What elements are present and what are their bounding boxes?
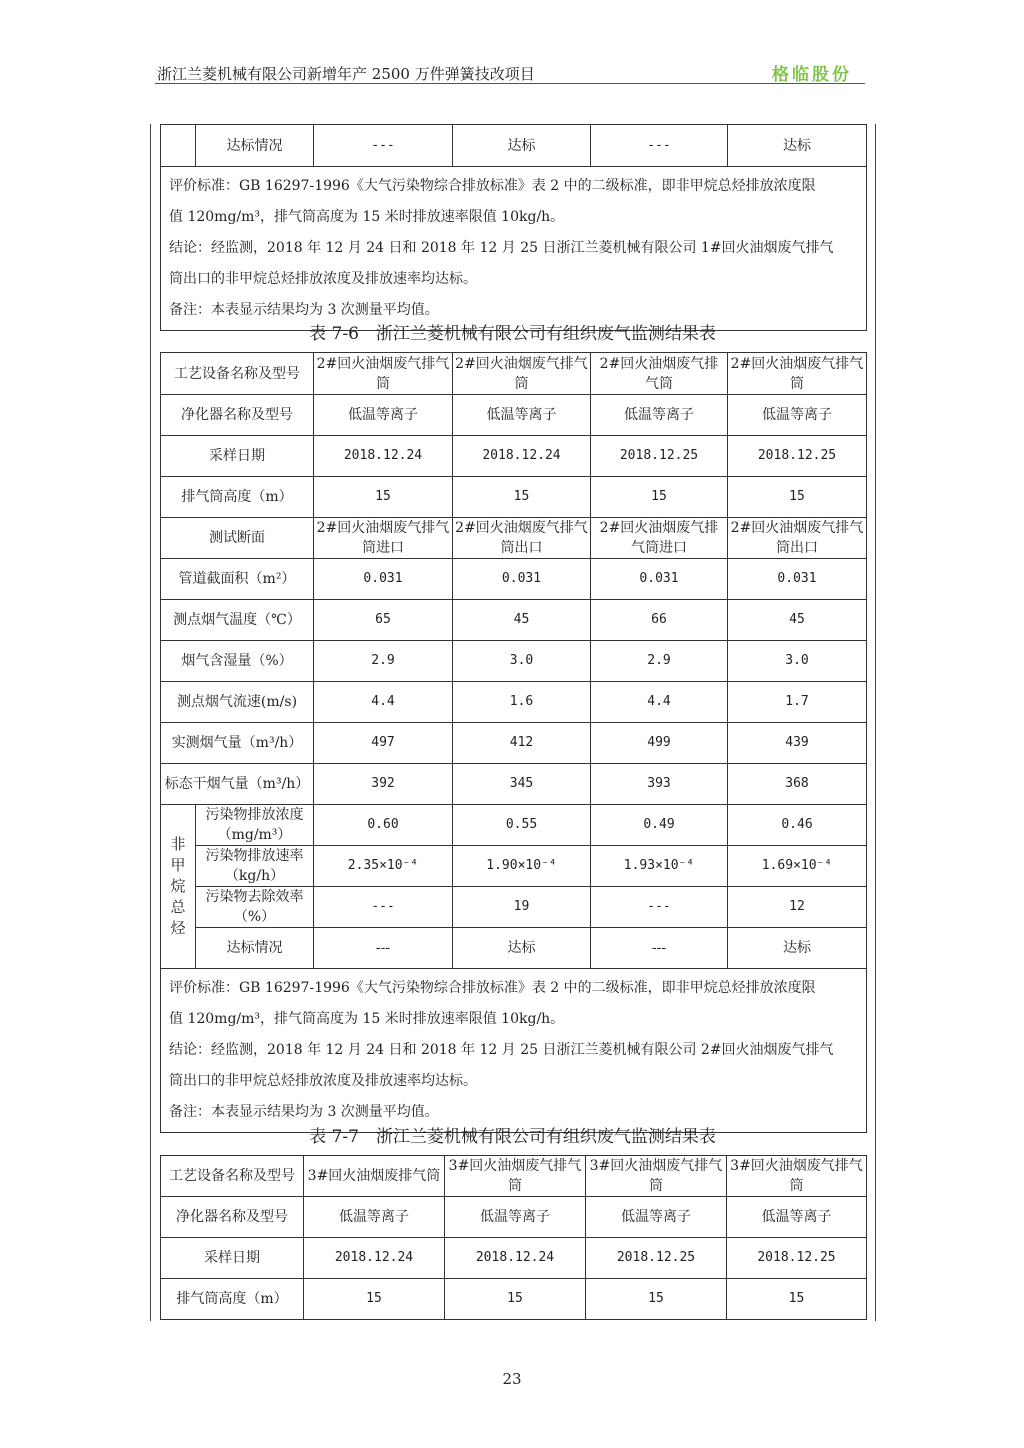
cell-value: 1.7 xyxy=(728,682,867,723)
cell-value: 2018.12.25 xyxy=(586,1238,727,1279)
table-row xyxy=(161,1238,867,1279)
cell-value: 0.60 xyxy=(314,805,453,846)
remark-text: 备注：本表显示结果均为 3 次测量平均值。 xyxy=(169,1104,439,1120)
cell-value: 3#回火油烟废气排气筒 xyxy=(586,1156,727,1197)
conclusion-text: 筒出口的非甲烷总烃排放浓度及排放速率均达标。 xyxy=(169,1073,477,1089)
cell-value: 达标 xyxy=(453,125,591,167)
table-row xyxy=(161,353,867,395)
table-row xyxy=(161,846,867,887)
conclusion-text: 筒出口的非甲烷总烃排放浓度及排放速率均达标。 xyxy=(169,271,477,287)
cell-value: 2#回火油烟废气排气筒 xyxy=(453,353,591,395)
row-label: 管道截面积（m²） xyxy=(161,559,314,600)
table-7-7 xyxy=(160,1155,867,1320)
table-row xyxy=(161,125,867,167)
cell-value: --- xyxy=(314,125,453,167)
cell-value: 2.9 xyxy=(314,641,453,682)
row-label: 测试断面 xyxy=(161,518,314,559)
cell-value: 1.93×10⁻⁴ xyxy=(591,846,728,887)
cell-value: --- xyxy=(591,887,728,928)
cell-value: 393 xyxy=(591,764,728,805)
table-row xyxy=(161,600,867,641)
frame-right-border xyxy=(875,124,876,1321)
cell-value: 2#回火油烟废气排气筒进口 xyxy=(314,518,453,559)
cell-value: 45 xyxy=(453,600,591,641)
table-row xyxy=(161,559,867,600)
cell-value: 15 xyxy=(453,477,591,518)
group-cell-empty xyxy=(161,125,196,167)
header-divider xyxy=(155,83,865,84)
table-row xyxy=(161,1279,867,1320)
cell-value: 0.49 xyxy=(591,805,728,846)
group-label-text: 非 甲 烷 总 烃 xyxy=(170,835,186,937)
cell-value: 2#回火油烟废气排气筒进口 xyxy=(591,518,728,559)
cell-value: --- xyxy=(591,928,728,969)
cell-value: 达标 xyxy=(453,928,591,969)
table-row xyxy=(161,723,867,764)
remark-text: 备注：本表显示结果均为 3 次测量平均值。 xyxy=(169,302,439,318)
cell-value: 1.69×10⁻⁴ xyxy=(728,846,867,887)
cell-value: 15 xyxy=(314,477,453,518)
row-label: 测点烟气流速(m/s) xyxy=(161,682,314,723)
cell-value: 15 xyxy=(728,477,867,518)
conclusion-text: 结论：经监测，2018 年 12 月 24 日和 2018 年 12 月 25 日浙江兰菱机械有限公司 2#回火油烟废气排气 xyxy=(169,1042,834,1058)
standard-text: 评价标准：GB 16297-1996《大气污染物综合排放标准》表 2 中的二级标准，即非甲烷总烃排放浓度限 xyxy=(169,178,816,194)
cell-value: 15 xyxy=(304,1279,445,1320)
cell-value: 0.55 xyxy=(453,805,591,846)
row-label: 烟气含湿量（%） xyxy=(161,641,314,682)
row-label: 排气筒高度（m） xyxy=(161,1279,304,1320)
cell-value: 低温等离子 xyxy=(727,1197,867,1238)
cell-value: 0.46 xyxy=(728,805,867,846)
row-label: 污染物排放速率（kg/h） xyxy=(196,846,314,887)
table-row xyxy=(161,1197,867,1238)
notes-cell xyxy=(161,969,867,1133)
row-label: 污染物排放浓度（mg/m³） xyxy=(196,805,314,846)
cell-value: 低温等离子 xyxy=(453,395,591,436)
table-row xyxy=(161,641,867,682)
cell-value: 2#回火油烟废气排气筒 xyxy=(728,353,867,395)
cell-value: 45 xyxy=(728,600,867,641)
row-label: 排气筒高度（m） xyxy=(161,477,314,518)
standard-text: 值 120mg/m³，排气筒高度为 15 米时排放速率限值 10kg/h。 xyxy=(169,1011,565,1027)
row-label: 实测烟气量（m³/h） xyxy=(161,723,314,764)
row-label: 采样日期 xyxy=(161,1238,304,1279)
cell-value: 2018.12.24 xyxy=(304,1238,445,1279)
company-logo: 格临股份 xyxy=(772,65,852,85)
cell-value: 497 xyxy=(314,723,453,764)
row-label: 工艺设备名称及型号 xyxy=(161,353,314,395)
table-row xyxy=(161,764,867,805)
table-row xyxy=(161,887,867,928)
cell-value: 2.35×10⁻⁴ xyxy=(314,846,453,887)
cell-value: 0.031 xyxy=(314,559,453,600)
group-label-nmhc xyxy=(161,805,196,969)
cell-value: 2018.12.25 xyxy=(591,436,728,477)
row-label: 工艺设备名称及型号 xyxy=(161,1156,304,1197)
cell-value: 3#回火油烟废气排气筒 xyxy=(727,1156,867,1197)
row-label: 净化器名称及型号 xyxy=(161,1197,304,1238)
row-label: 达标情况 xyxy=(196,125,314,167)
standard-text: 评价标准：GB 16297-1996《大气污染物综合排放标准》表 2 中的二级标准，即非甲烷总烃排放浓度限 xyxy=(169,980,816,996)
cell-value: 低温等离子 xyxy=(728,395,867,436)
cell-value: 15 xyxy=(445,1279,586,1320)
table-row xyxy=(161,682,867,723)
cell-value: 2#回火油烟废气排气筒出口 xyxy=(728,518,867,559)
page-number: 23 xyxy=(502,1370,522,1388)
notes-cell xyxy=(161,167,867,331)
cell-value: 0.031 xyxy=(453,559,591,600)
cell-value: 2#回火油烟废气排气筒出口 xyxy=(453,518,591,559)
cell-value: 低温等离子 xyxy=(445,1197,586,1238)
cell-value: 2018.12.24 xyxy=(453,436,591,477)
cell-value: --- xyxy=(314,928,453,969)
cell-value: 392 xyxy=(314,764,453,805)
cell-value: 2018.12.25 xyxy=(728,436,867,477)
cell-value: 66 xyxy=(591,600,728,641)
standard-text: 值 120mg/m³，排气筒高度为 15 米时排放速率限值 10kg/h。 xyxy=(169,209,565,225)
frame-left-border xyxy=(150,124,151,1321)
cell-value: 15 xyxy=(591,477,728,518)
cell-value: 达标 xyxy=(728,125,867,167)
cell-value: 2#回火油烟废气排气筒 xyxy=(591,353,728,395)
notes-row xyxy=(161,167,867,331)
cell-value: 4.4 xyxy=(314,682,453,723)
cell-value: 达标 xyxy=(728,928,867,969)
cell-value: 低温等离子 xyxy=(304,1197,445,1238)
cell-value: 65 xyxy=(314,600,453,641)
cell-value: 345 xyxy=(453,764,591,805)
cell-value: 15 xyxy=(586,1279,727,1320)
row-label: 净化器名称及型号 xyxy=(161,395,314,436)
cell-value: 439 xyxy=(728,723,867,764)
cell-value: 低温等离子 xyxy=(586,1197,727,1238)
cell-value: 15 xyxy=(727,1279,867,1320)
notes-row xyxy=(161,969,867,1133)
table-row xyxy=(161,477,867,518)
table-row xyxy=(161,518,867,559)
cell-value: 368 xyxy=(728,764,867,805)
row-label: 采样日期 xyxy=(161,436,314,477)
cell-value: 3.0 xyxy=(453,641,591,682)
cell-value: 3#回火油烟废气排气筒 xyxy=(445,1156,586,1197)
cell-value: 0.031 xyxy=(728,559,867,600)
cell-value: 1.90×10⁻⁴ xyxy=(453,846,591,887)
table-row xyxy=(161,1156,867,1197)
table-7-5-continuation xyxy=(160,124,867,331)
row-label: 测点烟气温度（℃） xyxy=(161,600,314,641)
cell-value: 4.4 xyxy=(591,682,728,723)
cell-value: 499 xyxy=(591,723,728,764)
cell-value: --- xyxy=(314,887,453,928)
cell-value: 2#回火油烟废气排气筒 xyxy=(314,353,453,395)
cell-value: 3#回火油烟废排气筒 xyxy=(304,1156,445,1197)
table-row xyxy=(161,395,867,436)
table-7-7-caption: 表 7-7 浙江兰菱机械有限公司有组织废气监测结果表 xyxy=(309,1127,716,1147)
cell-value: 19 xyxy=(453,887,591,928)
table-7-6-caption: 表 7-6 浙江兰菱机械有限公司有组织废气监测结果表 xyxy=(309,324,716,344)
cell-value: 0.031 xyxy=(591,559,728,600)
cell-value: 低温等离子 xyxy=(314,395,453,436)
cell-value: 2018.12.24 xyxy=(445,1238,586,1279)
table-row xyxy=(161,436,867,477)
cell-value: 3.0 xyxy=(728,641,867,682)
cell-value: 2018.12.24 xyxy=(314,436,453,477)
cell-value: 12 xyxy=(728,887,867,928)
row-label: 标态干烟气量（m³/h） xyxy=(161,764,314,805)
table-row xyxy=(161,805,867,846)
conclusion-text: 结论：经监测，2018 年 12 月 24 日和 2018 年 12 月 25 日浙江兰菱机械有限公司 1#回火油烟废气排气 xyxy=(169,240,834,256)
cell-value: 低温等离子 xyxy=(591,395,728,436)
row-label: 达标情况 xyxy=(196,928,314,969)
row-label: 污染物去除效率（%） xyxy=(196,887,314,928)
table-7-6 xyxy=(160,352,867,1133)
document-header-title: 浙江兰菱机械有限公司新增年产 2500 万件弹簧技改项目 xyxy=(157,65,535,83)
cell-value: 412 xyxy=(453,723,591,764)
cell-value: --- xyxy=(591,125,728,167)
cell-value: 2.9 xyxy=(591,641,728,682)
cell-value: 1.6 xyxy=(453,682,591,723)
table-row xyxy=(161,928,867,969)
cell-value: 2018.12.25 xyxy=(727,1238,867,1279)
